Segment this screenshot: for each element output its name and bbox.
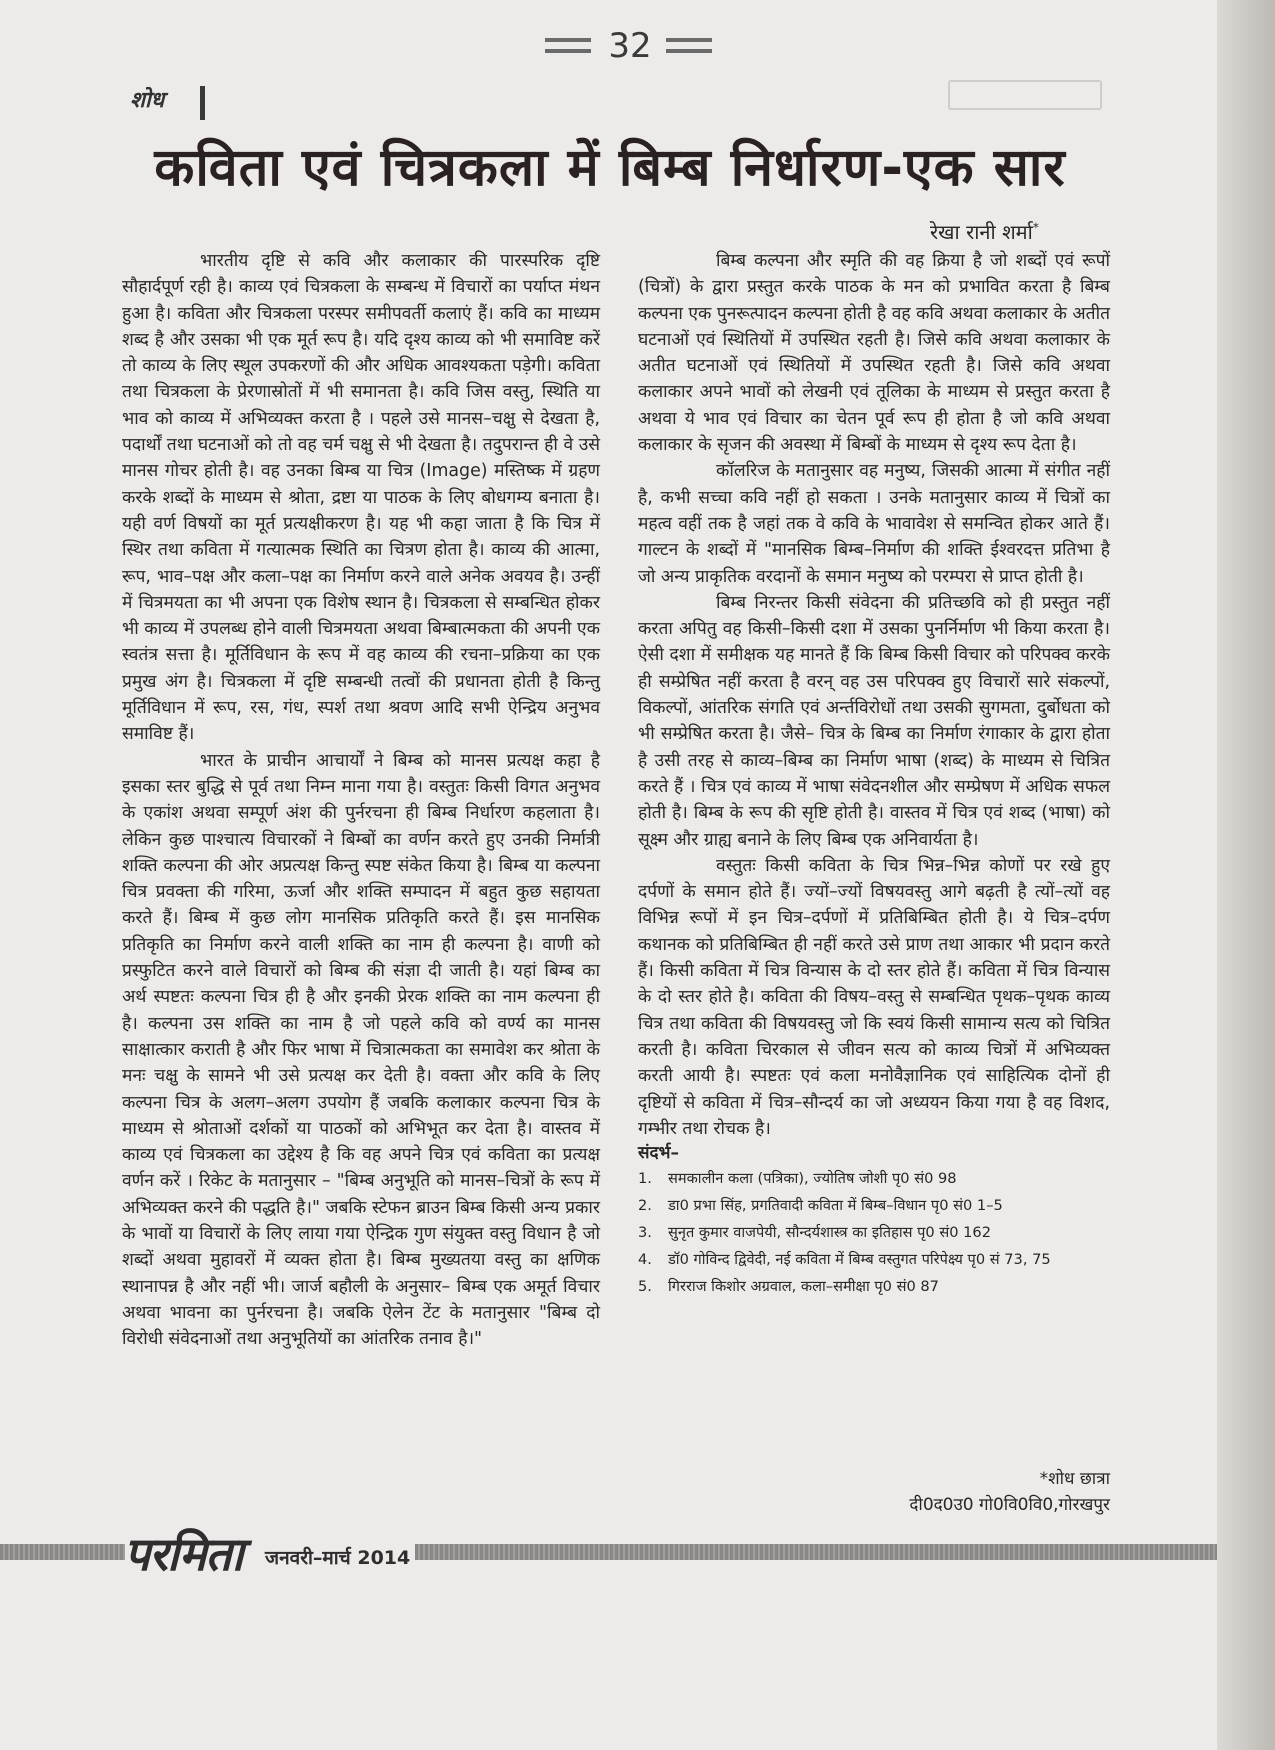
paragraph: बिम्ब कल्पना और स्मृति की वह क्रिया है जो शब्दों एवं रूपों (चित्रों) के द्वारा प्रस्तुत करके पाठक के मन को प्रभावित करता है बिम्ब कल्पना एक पुनरूत्पादन कल्पना होती है वह कवि अथवा कलाकार के अतीत घटनाओं एवं स्थितियों में उपस्थित रहती है। जिसे कवि अथवा कलाकार के अतीत घटनाओं एवं स्थितियों में उपस्थित रहती है। जिसे कवि अथवा कलाकार अपने भावों को लेखनी एवं तूलिका के माध्यम से प्रस्तुत करता है अथवा ये भाव एवं विचार का चेतन पूर्व रूप ही होता है जो कवि अथवा कलाकार के सृजन की अवस्था में बिम्बों के माध्यम से दृश्य रूप देता है। — [638, 251, 1110, 456]
author-name: रेखा रानी शर्मा — [930, 220, 1033, 244]
left-column — [122, 248, 600, 1352]
reference-number: 2. — [638, 1197, 652, 1215]
section-label-bar — [200, 86, 205, 120]
affiliation-institution: दी0द0उ0 गो0वि0वि0,गोरखपुर — [909, 1495, 1110, 1515]
magazine-logo: परमिता — [124, 1527, 243, 1581]
paragraph: भारतीय दृष्टि से कवि और कलाकार की पारस्परिक दृष्टि सौहार्दपूर्ण रही है। काव्य एवं चित्रकला के सम्बन्ध में विचारों का पर्याप्त मंथन हुआ है। कविता और चित्रकला परस्पर समीपवर्ती कलाएं हैं। कवि का माध्यम शब्द है और उसका भी एक मूर्त रूप है। यदि दृश्य काव्य को भी समाविष्ट करें तो काव्य के लिए स्थूल उपकरणों की और अधिक आवश्यकता पड़ेगी। कविता तथा चित्रकला के प्रेरणास्रोतों में भी समानता है। कवि जिस वस्तु, स्थिति या भाव को काव्य में अभिव्यक्त करता है । पहले उसे मानस–चक्षु से देखता है, पदार्थों तथा घटनाओं को तो वह चर्म चक्षु से भी देखता है। तदुपरान्त ही वे उसे मानस गोचर होती है। वह उनका बिम्ब या चित्र (Image) मस्तिष्क में ग्रहण करके शब्दों के माध्यम से श्रोता, द्रष्टा या पाठक के लिए बोधगम्य बनाता है। यही वर्ण विषयों का मूर्त प्रत्यक्षीकरण है। यह भी कहा जाता है कि चित्र में स्थिर तथा कविता में गत्यात्मक स्थिति का चित्रण होता है। काव्य की आत्मा, रूप, भाव–पक्ष और कला–पक्ष का निर्माण करने वाले अनेक अवयव है। उन्हीं में चित्रमयता का भी अपना एक विशेष स्थान है। चित्रकला से सम्बन्धित होकर भी काव्य में उपलब्ध होने वाली चित्रमयता अथवा बिम्बात्मकता की अपनी एक स्वतंत्र सत्ता है। मूर्तिविधान के रूप में वह काव्य की रचना–प्रक्रिया का एक प्रमुख अंग है। चित्रकला में दृष्टि सम्बन्धी तत्वों की प्रधानता होती है किन्तु मूर्तिविधान में रूप, रस, गंध, स्पर्श तथा श्रवण आदि सभी ऐन्द्रिय अनुभव समाविष्ट हैं। — [122, 251, 600, 745]
section-label: शोध — [130, 88, 165, 113]
reference-text: डॉ0 गोविन्द द्विवेदी, नई कविता में बिम्ब वस्तुगत परिपेक्ष्य पृ0 सं 73, 75 — [668, 1251, 1051, 1269]
reference-item — [638, 1195, 1110, 1217]
reference-number: 4. — [638, 1251, 652, 1269]
paragraph: बिम्ब निरन्तर किसी संवेदना की प्रतिच्छवि को ही प्रस्तुत नहीं करता अपितु वह किसी–किसी दशा में उसका पुनर्निर्माण भी किया करता है। ऐसी दशा में समीक्षक यह मानते हैं कि बिम्ब किसी विचार को परिपक्व करके ही सम्प्रेषित नहीं करता है वरन् वह उस परिपक्व हुए विचारों सारे संकल्पों, विकल्पों, आंतरिक संगति एवं अर्न्तविरोधों तथा उसकी सुगमता, दुर्बोधता को भी सम्प्रेषित करता है। जैसे– चित्र के बिम्ब का निर्माण रंगाकार के द्वारा होता है उसी तरह से काव्य–बिम्ब का निर्माण भाषा (शब्द) के माध्यम से चित्रित करते हैं । चित्र एवं काव्य में भाषा संवेदनशील और सम्प्रेषण में अधिक सफल होती है। बिम्ब के रूप की सृष्टि होती है। वास्तव में चित्र एवं शब्द (भाषा) को सूक्ष्म और ग्राह्य बनाने के लिए बिम्ब एक अनिवार्यता है। — [638, 592, 1110, 850]
author — [930, 218, 1039, 245]
reference-item — [638, 1168, 1110, 1190]
page-number-rule-left — [545, 38, 591, 53]
paragraph: कॉलरिज के मतानुसार वह मनुष्य, जिसकी आत्मा में संगीत नहीं है, कभी सच्चा कवि नहीं हो सकता । उनके मतानुसार काव्य में चित्रों का महत्व वहीं तक है जहां तक वे कवि के भावावेश से समन्वित होकर आते हैं। गाल्टन के शब्दों में "मानसिक बिम्ब–निर्माण की शक्ति ईश्वरदत्त प्रतिभा है जो अन्य प्राकृतिक वरदानों के समान मनुष्य को परम्परा से प्राप्त होती है। — [638, 461, 1110, 587]
page-binding-edge — [1217, 0, 1275, 1750]
reference-number: 1. — [638, 1170, 652, 1188]
paragraph: वस्तुतः किसी कविता के चित्र भिन्न–भिन्न कोणों पर रखे हुए दर्पणों के समान होते हैं। ज्यों–ज्यों विषयवस्तु आगे बढ़ती है त्यों–त्यों वह विभिन्न रूपों में इन चित्र–दर्पणों में प्रतिबिम्बित होती है। ये चित्र–दर्पण कथानक को प्रतिबिम्बित ही नहीं करते उसे प्राण तथा आकार भी प्रदान करते हैं। किसी कविता में चित्र विन्यास के दो स्तर होते हैं। कविता में चित्र विन्यास के दो स्तर होते है। कविता की विषय–वस्तु से सम्बन्धित पृथक–पृथक काव्य चित्र तथा कविता की विषयवस्तु जो कि स्वयं किसी सामान्य सत्य को चित्रित करती है। कविता चिरकाल से जीवन सत्य को काव्य चित्रों में अभिव्यक्त करती आयी है। स्पष्टतः एवं कला मनोवैज्ञानिक एवं साहित्यिक दोनों ही दृष्टियों से कविता में चित्र–सौन्दर्य का जो अध्ययन किया गया है वह विशद, गम्भीर तथा रोचक है। — [638, 855, 1110, 1139]
page-number: 32 — [608, 26, 652, 66]
reference-item — [638, 1222, 1110, 1244]
right-column — [638, 248, 1110, 1303]
issue-date: जनवरी–मार्च 2014 — [265, 1547, 411, 1569]
page-number-rule-right — [666, 38, 712, 53]
reference-number: 3. — [638, 1224, 652, 1242]
reference-text: डा0 प्रभा सिंह, प्रगतिवादी कविता में बिम्ब–विधान पृ0 सं0 1–5 — [668, 1197, 1003, 1215]
reference-text: सुनृत कुमार वाजपेयी, सौन्दर्यशास्त्र का इतिहास पृ0 सं0 162 — [668, 1224, 992, 1242]
paragraph: भारत के प्राचीन आचार्यों ने बिम्ब को मानस प्रत्यक्ष कहा है इसका स्तर बुद्धि से पूर्व तथा निम्न माना गया है। वस्तुतः किसी विगत अनुभव के एकांश अथवा सम्पूर्ण अंश की पुर्नरचना ही बिम्ब निर्धारण कहलाता है। लेकिन कुछ पाश्चात्य विचारकों ने बिम्बों का वर्णन करते हुए उनकी निर्मात्री शक्ति कल्पना की ओर अप्रत्यक्ष किन्तु स्पष्ट संकेत किया है। बिम्ब या कल्पना चित्र प्रवक्ता की गरिमा, ऊर्जा और शक्ति सम्पादन में बहुत कुछ सहायता करते हैं। बिम्ब में कुछ लोग मानसिक प्रतिकृति करते हैं। इस मानसिक प्रतिकृति का निर्माण करने वाली शक्ति का नाम ही कल्पना है। वाणी को प्रस्फुटित करने वाले विचारों को बिम्ब की संज्ञा दी जाती है। यहां बिम्ब का अर्थ स्पष्टतः कल्पना चित्र ही है और इनकी प्रेरक शक्ति का नाम कल्पना ही है। कल्पना उस शक्ति का नाम है जो पहले कवि को वर्ण्य का मानस साक्षात्कार कराती है और फिर भाषा में चित्रात्मकता का समावेश कर श्रोता के मनः चक्षु के सामने भी उसे प्रत्यक्ष कर देती है। वक्ता और कवि के लिए कल्पना चित्र के अलग–अलग उपयोग हैं जबकि कलाकार कल्पना चित्र के माध्यम से श्रोताओं दर्शकों या पाठकों को अभिभूत कर देता है। वास्तव में काव्य एवं चित्रकला का उद्देश्य है कि वह अपने चित्र एवं कविता का प्रत्यक्ष वर्णन करें । रिकेट के मतानुसार – "बिम्ब अनुभूति को मानस–चित्रों के रूप में अभिव्यक्त करने की पद्धति है।" जबकि स्टेफन ब्राउन बिम्ब किसी अन्य प्रकार के भावों या विचारों के लिए लाया गया ऐन्द्रिक गुण संयुक्त वस्तु विधान है जो शब्दों अथवा मुहावरों में व्यक्त होता है। बिम्ब मुख्यतया वस्तु का क्षणिक स्थानापन्न है और नहीं भी। जार्ज बहौली के अनुसार– बिम्ब एक अमूर्त विचार अथवा भावना का पुर्नरचना है। जबकि ऐलेन टेंट के मतानुसार "बिम्ब दो विरोधी संवेदनाओं तथा अनुभूतियों का आंतरिक तनाव है।" — [122, 750, 600, 1350]
article-title: कविता एवं चित्रकला में बिम्ब निर्धारण-एक सार — [154, 138, 1066, 198]
reference-item — [638, 1276, 1110, 1298]
references-heading: संदर्भ– — [638, 1143, 679, 1164]
affiliation-role: *शोध छात्रा — [1039, 1469, 1110, 1489]
reference-item — [638, 1249, 1110, 1271]
reference-text: समकालीन कला (पत्रिका), ज्योतिष जोशी पृ0 सं0 98 — [668, 1170, 957, 1188]
references-list — [638, 1168, 1110, 1298]
bleed-through-box — [948, 80, 1102, 110]
reference-number: 5. — [638, 1278, 652, 1296]
reference-text: गिरराज किशोर अग्रवाल, कला–समीक्षा पृ0 सं0 87 — [668, 1278, 939, 1296]
author-marker: * — [1032, 220, 1039, 235]
